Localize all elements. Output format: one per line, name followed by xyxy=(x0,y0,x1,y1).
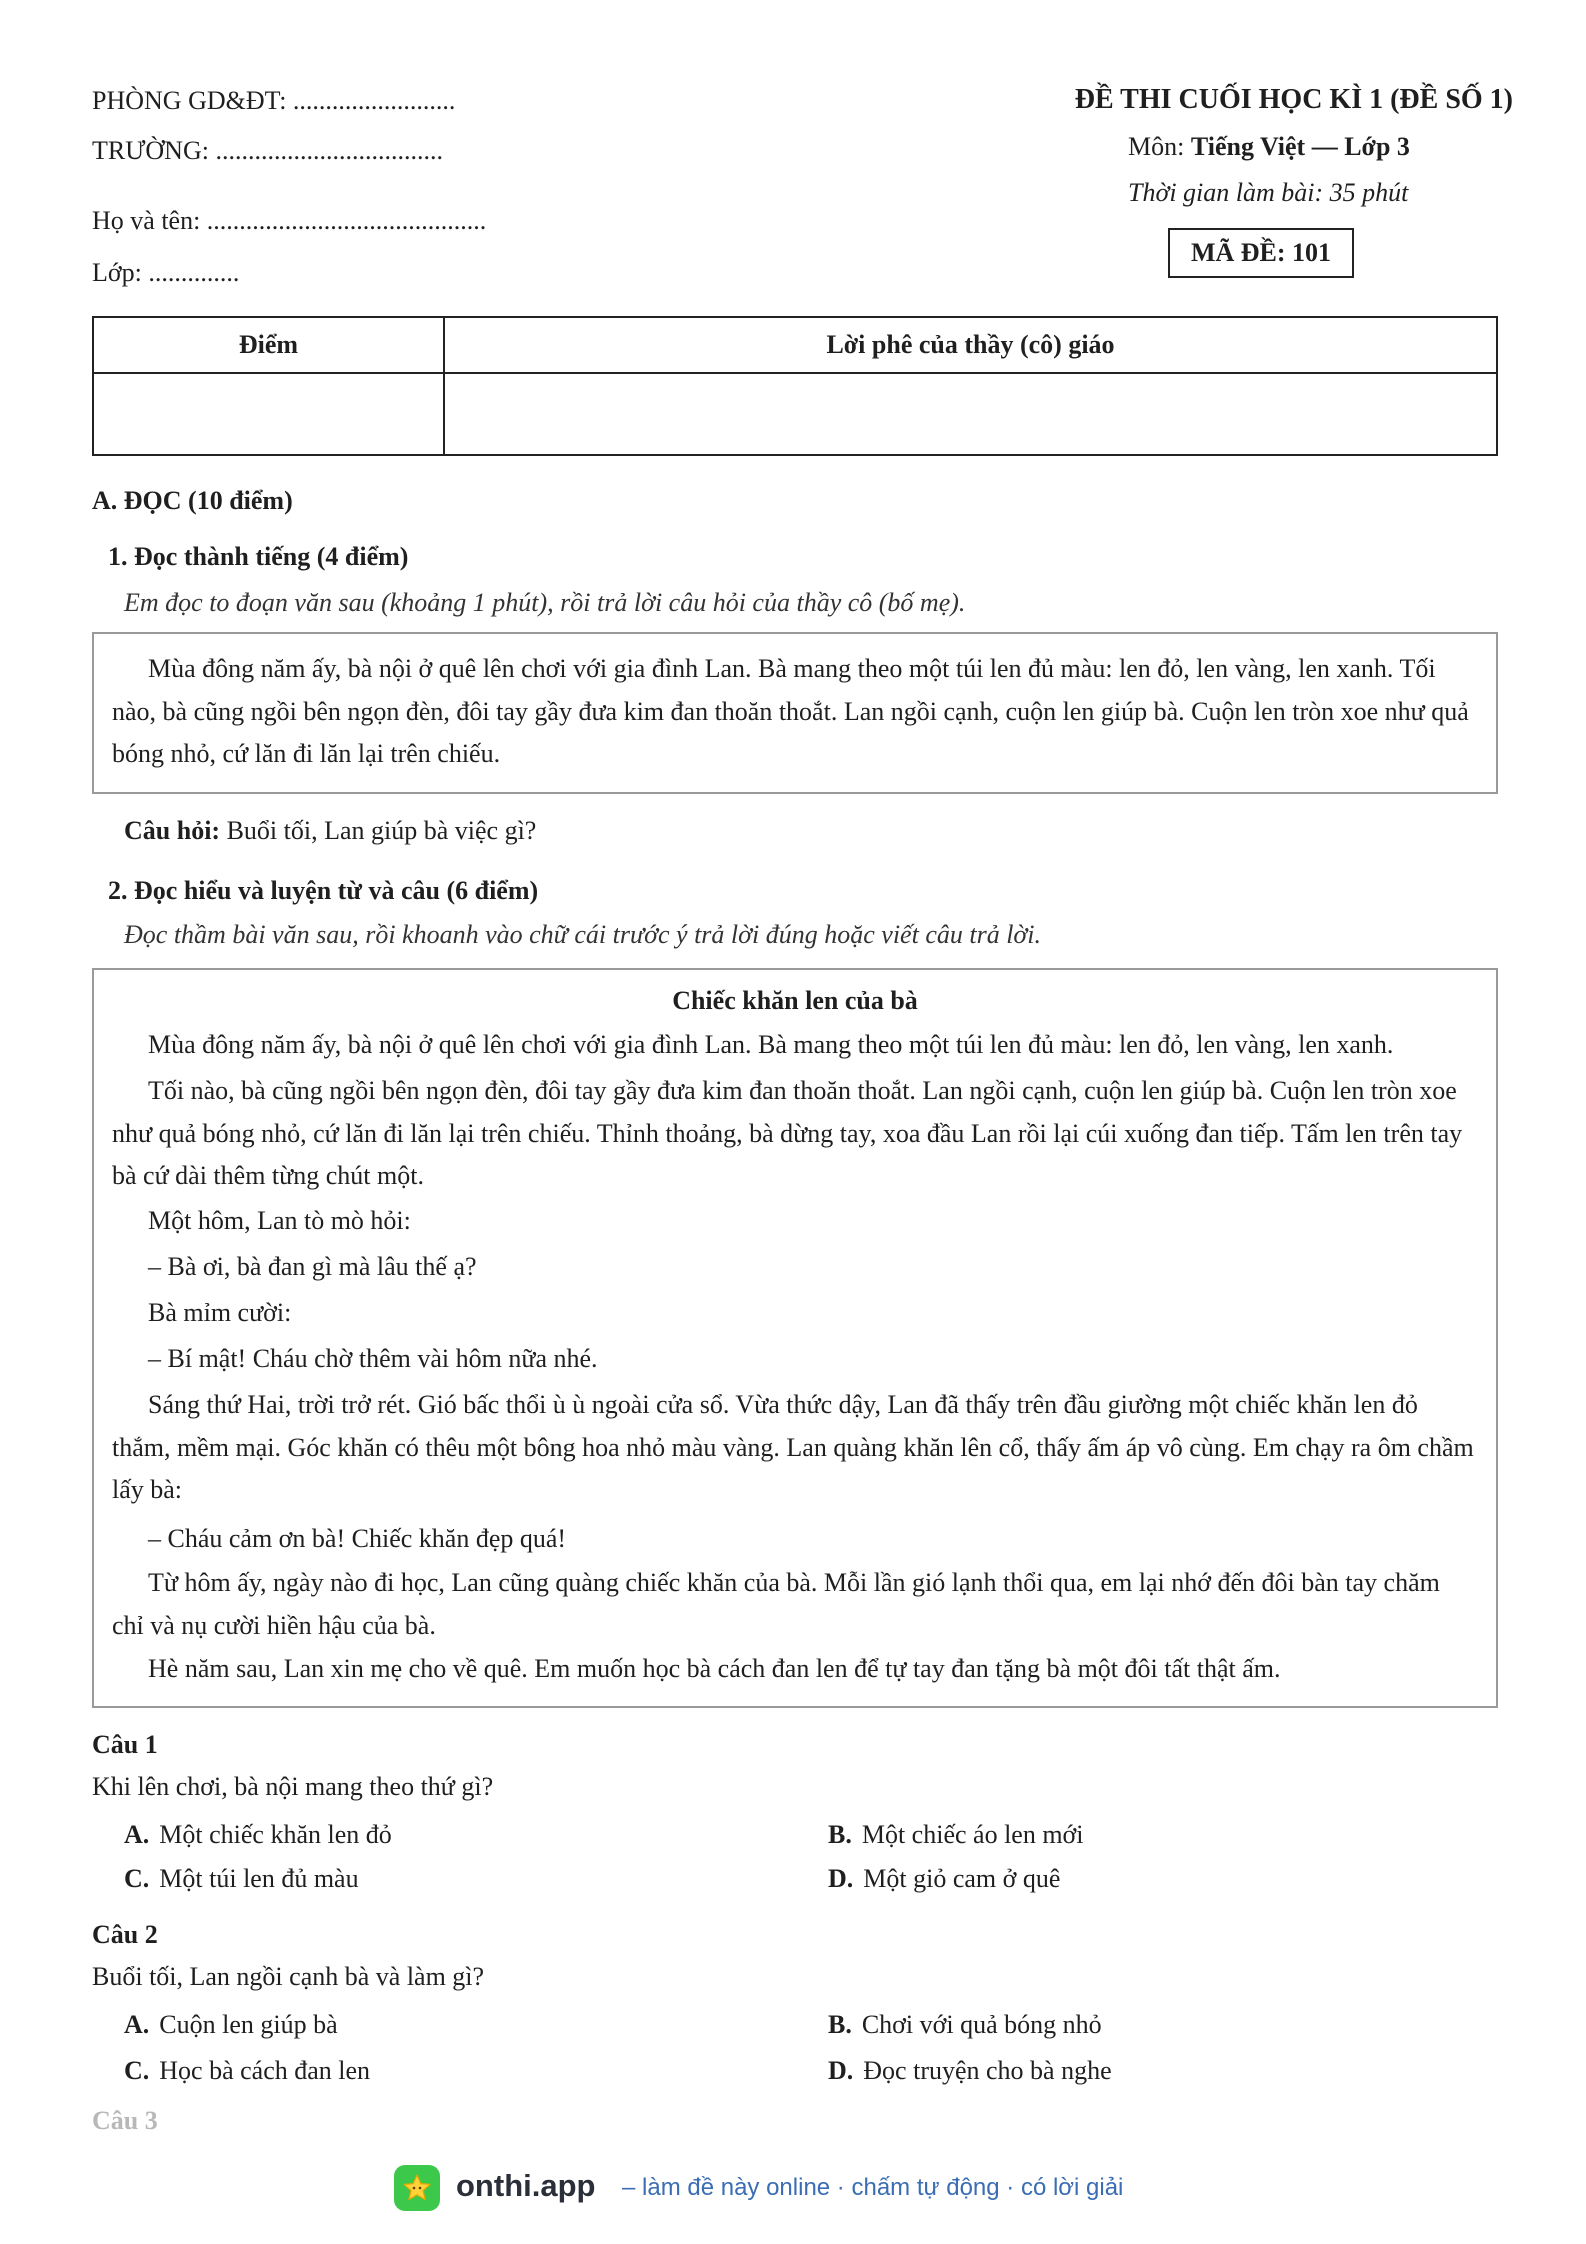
comment-header: Lời phê của thầy (cô) giáo xyxy=(444,317,1497,373)
story-line: – Bí mật! Cháu chờ thêm vài hôm nữa nhé. xyxy=(148,1344,598,1373)
part1-title: 1. Đọc thành tiếng (4 điểm) xyxy=(108,542,409,571)
part2-instruction: Đọc thầm bài văn sau, rồi khoanh vào chữ cái trước ý trả lời đúng hoặc viết câu trả lời. xyxy=(124,920,1042,949)
exam-code-box: MÃ ĐỀ: 101 xyxy=(1168,228,1354,278)
q2-option-a[interactable]: A. Cuộn len giúp bà xyxy=(124,2010,338,2039)
phong-gddt-field: PHÒNG GD&ĐT: ......................... xyxy=(92,86,456,115)
question-label: Câu hỏi: xyxy=(124,816,221,845)
exam-title: ĐỀ THI CUỐI HỌC KÌ 1 (ĐỀ SỐ 1) xyxy=(1074,84,1513,115)
story-line: Bà mỉm cười: xyxy=(148,1298,292,1327)
score-header: Điểm xyxy=(93,317,444,373)
exam-duration: Thời gian làm bài: 35 phút xyxy=(1128,178,1409,207)
story-paragraph: Tối nào, bà cũng ngồi bên ngọn đèn, đôi tay gầy đưa kim đan thoăn thoắt. Lan ngồi cạnh, cuộn len giúp bà. Cuộn len tròn xoe như quả bóng nhỏ, cứ lăn đi lăn lại trên chiếu. Thỉnh thoảng, bà dừng tay, xoa đầu Lan rồi lại cúi xuống đan tiếp. Tấm len trên tay bà cứ dài thêm từng chút một. xyxy=(112,1076,1463,1190)
onthi-logo[interactable] xyxy=(394,2165,440,2211)
question-3-label: Câu 3 xyxy=(92,2106,158,2135)
story-paragraph: Từ hôm ấy, ngày nào đi học, Lan cũng quàng chiếc khăn của bà. Mỗi lần gió lạnh thổi qua, em lại nhớ đến đôi bàn tay chăm chỉ và nụ cười hiền hậu của bà. xyxy=(112,1568,1440,1640)
footer-brand[interactable]: onthi.app xyxy=(456,2168,596,2203)
question-1-text: Khi lên chơi, bà nội mang theo thứ gì? xyxy=(92,1772,494,1801)
question-1-label: Câu 1 xyxy=(92,1730,158,1759)
part1-question xyxy=(124,816,536,846)
story-paragraph: Sáng thứ Hai, trời trở rét. Gió bấc thổi ù ù ngoài cửa sổ. Vừa thức dậy, Lan đã thấy trên đầu giường một chiếc khăn len đỏ thắm, mềm mại. Góc khăn có thêu một bông hoa nhỏ màu vàng. Lan quàng khăn lên cổ, thấy ấm áp vô cùng. Em chạy ra ôm chầm lấy bà: xyxy=(112,1390,1474,1504)
q1-option-b[interactable]: B. Một chiếc áo len mới xyxy=(828,1820,1084,1849)
score-cell xyxy=(93,373,444,455)
part1-instruction: Em đọc to đoạn văn sau (khoảng 1 phút), rồi trả lời câu hỏi của thầy cô (bố mẹ). xyxy=(124,588,966,617)
q2-option-c[interactable]: C. Học bà cách đan len xyxy=(124,2056,371,2085)
story-line: – Cháu cảm ơn bà! Chiếc khăn đẹp quá! xyxy=(148,1524,567,1553)
truong-field: TRƯỜNG: ................................... xyxy=(92,136,443,165)
footer-tagline: – làm đề này online · chấm tự động · có lời giải xyxy=(622,2174,1124,2201)
question-2-label: Câu 2 xyxy=(92,1920,158,1949)
story-line: Hè năm sau, Lan xin mẹ cho về quê. Em muốn học bà cách đan len để tự tay đan tặng bà một đôi tất thật ấm. xyxy=(148,1654,1281,1683)
q1-option-a[interactable]: A. Một chiếc khăn len đỏ xyxy=(124,1820,392,1849)
story-line: Một hôm, Lan tò mò hỏi: xyxy=(148,1206,411,1235)
q1-option-d[interactable]: D. Một giỏ cam ở quê xyxy=(828,1864,1061,1893)
part2-title: 2. Đọc hiểu và luyện từ và câu (6 điểm) xyxy=(108,876,539,905)
star-icon xyxy=(401,2172,433,2204)
score-table xyxy=(92,316,1498,456)
subject-prefix: Môn: xyxy=(1128,132,1191,161)
subject-line xyxy=(1128,132,1410,162)
question-2-text: Buổi tối, Lan ngồi cạnh bà và làm gì? xyxy=(92,1962,485,1991)
story-paragraph: Mùa đông năm ấy, bà nội ở quê lên chơi với gia đình Lan. Bà mang theo một túi len đủ màu: len đỏ, len vàng, len xanh. xyxy=(148,1030,1394,1059)
lop-field: Lớp: .............. xyxy=(92,258,240,287)
question-text: Buổi tối, Lan giúp bà việc gì? xyxy=(226,816,537,845)
reading-aloud-passage: Mùa đông năm ấy, bà nội ở quê lên chơi với gia đình Lan. Bà mang theo một túi len đủ màu: len đỏ, len vàng, len xanh. Tối nào, bà cũng ngồi bên ngọn đèn, đôi tay gầy đưa kim đan thoăn thoắt. Lan ngồi cạnh, cuộn len giúp bà. Cuộn len tròn xoe như quả bóng nhỏ, cứ lăn đi lăn lại trên chiếu. xyxy=(112,654,1469,768)
comment-cell xyxy=(444,373,1497,455)
q2-option-d[interactable]: D. Đọc truyện cho bà nghe xyxy=(828,2056,1112,2085)
section-a-title: A. ĐỌC (10 điểm) xyxy=(92,486,293,515)
ho-ten-field: Họ và tên: ........................................... xyxy=(92,206,487,235)
q1-option-c[interactable]: C. Một túi len đủ màu xyxy=(124,1864,359,1893)
subject-name: Tiếng Việt — Lớp 3 xyxy=(1190,132,1410,161)
q2-option-b[interactable]: B. Chơi với quả bóng nhỏ xyxy=(828,2010,1102,2039)
story-title: Chiếc khăn len của bà xyxy=(672,986,918,1015)
story-line: – Bà ơi, bà đan gì mà lâu thế ạ? xyxy=(148,1252,477,1281)
